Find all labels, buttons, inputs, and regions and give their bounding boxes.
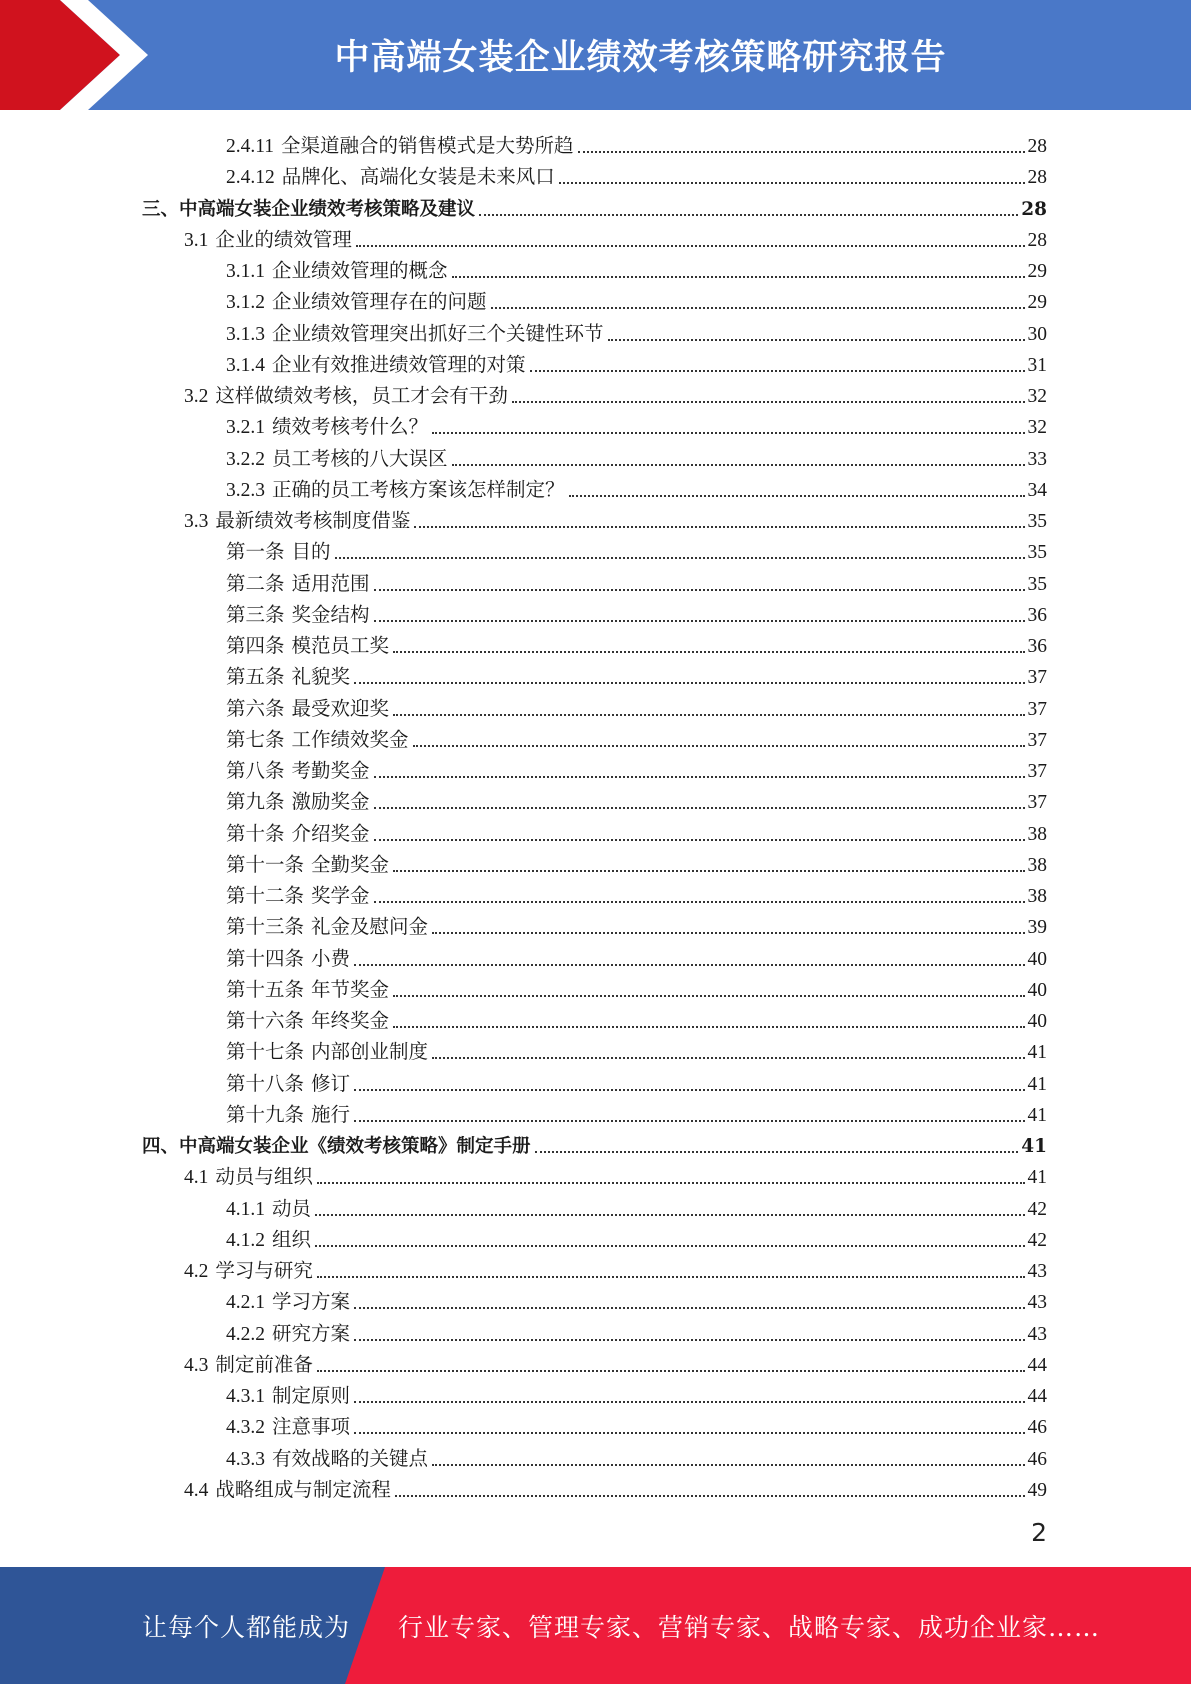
toc-entry[interactable] — [226, 128, 1047, 159]
toc-entry-title: 四、中高端女装企业《绩效考核策略》制定手册 — [142, 1136, 531, 1157]
toc-dot-leader — [354, 1089, 1024, 1091]
toc-entry-number: 第十一条 — [226, 854, 305, 876]
toc-dot-leader — [432, 932, 1024, 934]
toc-entry-number: 第十四条 — [226, 948, 305, 970]
toc-entry-page: 36 — [1027, 636, 1047, 657]
toc-entry-title: 全渠道融合的销售模式是大势所趋 — [281, 136, 574, 157]
toc-entry[interactable] — [226, 628, 1047, 659]
toc-dot-leader — [479, 214, 1018, 216]
toc-entry[interactable] — [226, 1191, 1047, 1222]
toc-entry[interactable] — [184, 1159, 1047, 1190]
toc-entry[interactable] — [226, 316, 1047, 347]
report-title: 中高端女装企业绩效考核策略研究报告 — [334, 38, 947, 78]
toc-entry-number: 3.2.3 — [226, 479, 265, 501]
toc-entry-page: 32 — [1027, 417, 1047, 439]
toc-entry-page: 37 — [1027, 729, 1047, 751]
toc-dot-leader — [432, 432, 1024, 434]
toc-entry-title: 有效战略的关键点 — [272, 1448, 429, 1470]
toc-entry-page: 37 — [1027, 792, 1047, 814]
toc-dot-leader — [491, 307, 1025, 309]
toc-dot-leader — [393, 714, 1024, 716]
toc-entry-number: 2.4.12 — [226, 167, 275, 189]
toc-entry-number: 4.3.3 — [226, 1448, 265, 1470]
toc-entry[interactable] — [142, 191, 1047, 222]
toc-entry-page: 29 — [1027, 261, 1047, 282]
toc-entry-number: 3.2 — [184, 386, 209, 407]
toc-entry[interactable] — [226, 472, 1047, 503]
toc-dot-leader — [608, 339, 1025, 341]
toc-entry-page: 29 — [1027, 292, 1047, 314]
toc-dot-leader — [569, 495, 1025, 497]
footer-slogan-left: 让每个人都能成为 — [142, 1612, 351, 1642]
toc-dot-leader — [452, 276, 1025, 278]
toc-entry-number: 第十八条 — [226, 1073, 305, 1095]
toc-dot-leader — [432, 1464, 1024, 1466]
toc-entry[interactable] — [184, 1253, 1047, 1284]
toc-entry-page: 35 — [1027, 542, 1047, 564]
toc-dot-leader — [530, 370, 1025, 372]
toc-entry-page: 38 — [1027, 854, 1047, 876]
toc-entry[interactable] — [226, 909, 1047, 940]
toc-entry-page: 41 — [1027, 1167, 1047, 1189]
toc-entry[interactable] — [184, 222, 1047, 253]
toc-entry-title: 动员 — [272, 1198, 312, 1220]
toc-entry-title: 年终奖金 — [311, 1011, 390, 1032]
toc-entry-number: 第十六条 — [226, 1011, 305, 1032]
toc-dot-leader — [354, 1120, 1024, 1122]
toc-entry-title: 企业的绩效管理 — [215, 229, 352, 251]
toc-entry-title: 年节奖金 — [311, 979, 390, 1001]
toc-dot-leader — [354, 1432, 1024, 1434]
toc-dot-leader — [559, 182, 1025, 184]
toc-entry-title: 激励奖金 — [291, 792, 370, 814]
toc-entry-number: 第十七条 — [226, 1042, 305, 1064]
toc-entry[interactable] — [226, 847, 1047, 878]
toc-entry-page: 42 — [1027, 1198, 1047, 1220]
page-header — [0, 0, 1191, 110]
toc-entry-number: 4.2 — [184, 1261, 209, 1282]
toc-entry[interactable] — [226, 1316, 1047, 1347]
toc-entry[interactable] — [226, 1034, 1047, 1065]
toc-dot-leader — [393, 870, 1024, 872]
toc-entry-page: 46 — [1027, 1448, 1047, 1470]
toc-entry-number: 4.2.2 — [226, 1323, 265, 1345]
toc-entry[interactable] — [226, 1409, 1047, 1440]
toc-entry-number: 3.2.2 — [226, 448, 265, 470]
toc-entry[interactable] — [226, 1441, 1047, 1472]
toc-entry-page: 38 — [1027, 823, 1047, 845]
toc-entry-page: 33 — [1027, 448, 1047, 470]
toc-entry[interactable] — [226, 659, 1047, 690]
toc-entry-title: 考勤奖金 — [291, 761, 370, 782]
toc-dot-leader — [374, 839, 1025, 841]
toc-entry-number: 4.2.1 — [226, 1292, 265, 1314]
toc-entry[interactable] — [184, 1472, 1047, 1503]
toc-entry-page: 43 — [1027, 1261, 1047, 1282]
toc-entry-title: 企业绩效管理突出抓好三个关键性环节 — [272, 323, 604, 345]
toc-entry-title: 企业有效推进绩效管理的对策 — [272, 354, 526, 376]
toc-entry-number: 第五条 — [226, 667, 285, 689]
toc-entry[interactable] — [226, 878, 1047, 909]
toc-entry-page: 43 — [1027, 1323, 1047, 1345]
toc-entry-title: 战略组成与制定流程 — [215, 1479, 391, 1501]
toc-entry-number: 第十九条 — [226, 1104, 305, 1126]
toc-entry-page: 35 — [1027, 573, 1047, 595]
toc-dot-leader — [395, 1495, 1025, 1497]
toc-dot-leader — [317, 1276, 1025, 1278]
toc-entry-page: 30 — [1027, 323, 1047, 345]
toc-entry-page: 34 — [1027, 479, 1047, 501]
toc-dot-leader — [315, 1214, 1024, 1216]
toc-dot-leader — [374, 807, 1025, 809]
toc-entry-number: 4.1.1 — [226, 1198, 265, 1220]
toc-entry-page: 44 — [1027, 1354, 1047, 1376]
toc-entry-number: 第六条 — [226, 698, 285, 720]
toc-entry-number: 4.3.2 — [226, 1417, 265, 1439]
toc-entry-page: 41 — [1027, 1104, 1047, 1126]
toc-entry-page: 41 — [1021, 1136, 1047, 1157]
toc-entry[interactable] — [226, 441, 1047, 472]
toc-entry-title: 模范员工奖 — [291, 636, 390, 657]
toc-entry-title: 正确的员工考核方案该怎样制定？ — [272, 479, 565, 501]
toc-dot-leader — [578, 151, 1025, 153]
toc-entry-title: 研究方案 — [272, 1323, 351, 1345]
toc-entry-number: 第十二条 — [226, 886, 305, 907]
toc-entry-title: 奖学金 — [311, 886, 370, 907]
toc-dot-leader — [354, 1339, 1024, 1341]
toc-entry-title: 工作绩效奖金 — [291, 729, 409, 751]
toc-entry-number: 第十三条 — [226, 917, 305, 939]
toc-entry[interactable] — [226, 816, 1047, 847]
toc-entry[interactable] — [226, 159, 1047, 190]
toc-entry[interactable] — [226, 691, 1047, 722]
toc-entry-title: 适用范围 — [291, 573, 370, 595]
toc-dot-leader — [414, 526, 1024, 528]
toc-entry-page: 31 — [1027, 354, 1047, 376]
toc-entry-number: 3.1.3 — [226, 323, 265, 345]
toc-entry-page: 41 — [1027, 1073, 1047, 1095]
toc-entry-page: 37 — [1027, 667, 1047, 689]
toc-entry-page: 28 — [1027, 167, 1047, 189]
toc-entry-title: 绩效考核考什么？ — [272, 417, 429, 439]
toc-entry-page: 40 — [1027, 979, 1047, 1001]
toc-entry[interactable] — [226, 753, 1047, 784]
toc-dot-leader — [354, 1401, 1024, 1403]
toc-entry-title: 员工考核的八大误区 — [272, 448, 448, 470]
toc-entry-title: 注意事项 — [272, 1417, 351, 1439]
toc-entry-title: 学习与研究 — [215, 1261, 313, 1282]
toc-dot-leader — [317, 1182, 1025, 1184]
toc-entry[interactable] — [226, 347, 1047, 378]
toc-dot-leader — [354, 1307, 1024, 1309]
toc-entry-number: 第三条 — [226, 604, 285, 626]
toc-entry-title: 最新绩效考核制度借鉴 — [215, 511, 411, 532]
toc-dot-leader — [393, 1026, 1024, 1028]
toc-entry-number: 4.3.1 — [226, 1386, 265, 1407]
toc-entry-page: 41 — [1027, 1042, 1047, 1064]
toc-entry-page: 43 — [1027, 1292, 1047, 1314]
toc-dot-leader — [315, 1245, 1024, 1247]
toc-entry-number: 3.2.1 — [226, 417, 265, 439]
toc-entry[interactable] — [226, 1097, 1047, 1128]
toc-entry[interactable] — [226, 941, 1047, 972]
toc-entry-number: 4.1 — [184, 1167, 209, 1189]
toc-entry[interactable] — [226, 1003, 1047, 1034]
toc-entry-number: 3.1.1 — [226, 261, 265, 282]
toc-dot-leader — [374, 620, 1025, 622]
toc-entry[interactable] — [184, 378, 1047, 409]
toc-entry-number: 4.3 — [184, 1354, 209, 1376]
toc-entry[interactable] — [226, 722, 1047, 753]
toc-dot-leader — [535, 1151, 1019, 1153]
toc-entry-title: 动员与组织 — [215, 1167, 313, 1189]
toc-entry-number: 2.4.11 — [226, 136, 275, 157]
toc-entry-title: 组织 — [272, 1229, 312, 1251]
toc-entry-page: 32 — [1027, 386, 1047, 407]
toc-entry-title: 修订 — [311, 1073, 351, 1095]
toc-entry[interactable] — [226, 1066, 1047, 1097]
toc-entry-title: 全勤奖金 — [311, 854, 390, 876]
toc-entry-page: 28 — [1027, 229, 1047, 251]
toc-entry-number: 第七条 — [226, 729, 285, 751]
toc-entry-number: 3.1.2 — [226, 292, 265, 314]
toc-entry-number: 3.3 — [184, 511, 209, 532]
toc-dot-leader — [393, 995, 1024, 997]
toc-entry-title: 企业绩效管理存在的问题 — [272, 292, 487, 314]
toc-entry-page: 46 — [1027, 1417, 1047, 1439]
footer-slogan-right: 行业专家、管理专家、营销专家、战略专家、成功企业家…… — [398, 1612, 1101, 1642]
toc-dot-leader — [335, 557, 1025, 559]
toc-entry-number: 第十条 — [226, 823, 285, 845]
toc-entry[interactable] — [226, 597, 1047, 628]
toc-entry[interactable] — [184, 1347, 1047, 1378]
toc-dot-leader — [432, 1057, 1024, 1059]
toc-entry-page: 39 — [1027, 917, 1047, 939]
toc-entry-number: 第一条 — [226, 542, 285, 564]
toc-entry-number: 第十五条 — [226, 979, 305, 1001]
toc-entry-page: 28 — [1027, 136, 1047, 157]
toc-entry-title: 礼貌奖 — [291, 667, 351, 689]
toc-entry-page: 28 — [1021, 198, 1047, 220]
toc-entry[interactable] — [142, 1128, 1047, 1159]
toc-entry[interactable] — [226, 284, 1047, 315]
toc-entry-page: 37 — [1027, 761, 1047, 782]
toc-entry[interactable] — [184, 503, 1047, 534]
toc-entry[interactable] — [226, 972, 1047, 1003]
toc-entry-page: 40 — [1027, 1011, 1047, 1032]
toc-entry[interactable] — [226, 253, 1047, 284]
toc-entry[interactable] — [226, 534, 1047, 565]
toc-entry-title: 制定原则 — [272, 1386, 351, 1407]
toc-entry[interactable] — [226, 784, 1047, 815]
toc-entry-title: 学习方案 — [272, 1292, 351, 1314]
toc-entry-title: 介绍奖金 — [291, 823, 370, 845]
toc-entry-title: 最受欢迎奖 — [291, 698, 390, 720]
toc-entry-page: 44 — [1027, 1386, 1047, 1407]
toc-entry[interactable] — [226, 409, 1047, 440]
toc-entry-title: 品牌化、高端化女装是未来风口 — [281, 167, 555, 189]
toc-dot-leader — [374, 776, 1025, 778]
toc-dot-leader — [354, 964, 1024, 966]
toc-entry-title: 这样做绩效考核，员工才会有干劲 — [215, 386, 508, 407]
toc-entry-title: 三、中高端女装企业绩效考核策略及建议 — [142, 198, 476, 220]
toc-entry-title: 小费 — [311, 948, 351, 970]
toc-entry[interactable] — [226, 1378, 1047, 1409]
toc-dot-leader — [317, 1370, 1025, 1372]
toc-entry-title: 内部创业制度 — [311, 1042, 429, 1064]
toc-dot-leader — [413, 745, 1025, 747]
toc-dot-leader — [356, 245, 1025, 247]
toc-entry-number: 4.4 — [184, 1479, 209, 1501]
toc-entry-title: 奖金结构 — [291, 604, 370, 626]
page-number: 2 — [1031, 1518, 1047, 1547]
toc-dot-leader — [354, 682, 1024, 684]
toc-entry-page: 42 — [1027, 1229, 1047, 1251]
toc-entry-number: 3.1.4 — [226, 354, 265, 376]
toc-entry-page: 36 — [1027, 604, 1047, 626]
toc-entry-title: 制定前准备 — [215, 1354, 313, 1376]
toc-entry-page: 38 — [1027, 886, 1047, 907]
toc-entry[interactable] — [226, 1284, 1047, 1315]
toc-entry-number: 4.1.2 — [226, 1229, 265, 1251]
toc-entry-title: 企业绩效管理的概念 — [272, 261, 448, 282]
toc-dot-leader — [512, 401, 1025, 403]
toc-entry-number: 第四条 — [226, 636, 285, 657]
toc-entry-page: 49 — [1027, 1479, 1047, 1501]
toc-entry[interactable] — [226, 1222, 1047, 1253]
toc-entry-number: 第二条 — [226, 573, 285, 595]
toc-entry-number: 3.1 — [184, 229, 209, 251]
toc-entry-number: 第九条 — [226, 792, 285, 814]
toc-entry-page: 37 — [1027, 698, 1047, 720]
page-footer — [0, 1567, 1191, 1684]
toc-entry-page: 35 — [1027, 511, 1047, 532]
toc-entry-page: 40 — [1027, 948, 1047, 970]
toc-entry-title: 礼金及慰问金 — [311, 917, 429, 939]
toc-dot-leader — [452, 464, 1025, 466]
toc-dot-leader — [393, 651, 1024, 653]
toc-entry-title: 施行 — [311, 1104, 351, 1126]
toc-entry-number: 第八条 — [226, 761, 285, 782]
toc-dot-leader — [374, 901, 1025, 903]
toc-dot-leader — [374, 589, 1025, 591]
toc-entry[interactable] — [226, 566, 1047, 597]
toc-entry-title: 目的 — [291, 542, 331, 564]
